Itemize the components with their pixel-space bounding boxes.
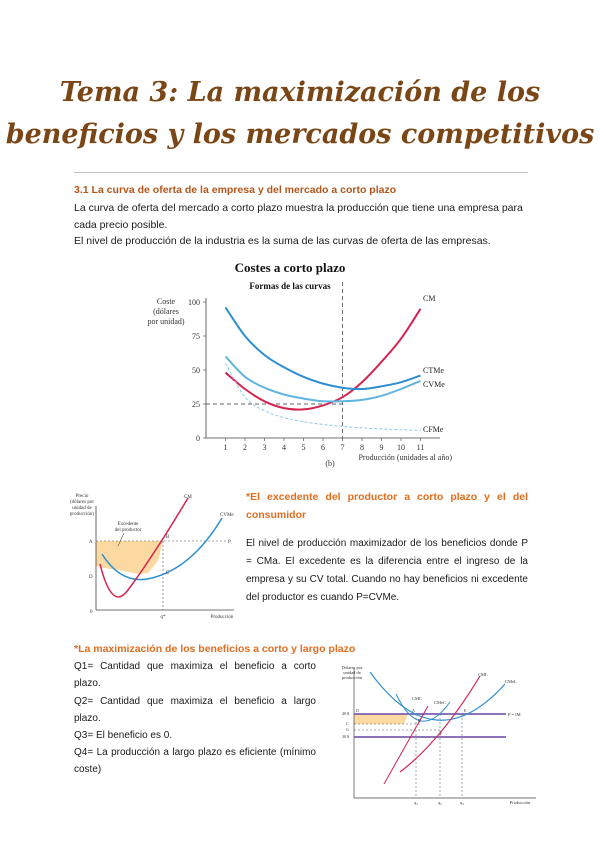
chart2-xlabel: Producción — [210, 615, 234, 620]
chart2-ylabel-line: (dólares por — [69, 500, 95, 505]
chart3-ylabel-line: producción — [341, 675, 363, 680]
label-zero: 0 — [90, 610, 93, 615]
surplus-body: El nivel de producción maximizador de los beneficios donde P = CMa. El excedente es la diferencia entre el ingreso de la empresa y su CV total. Cuando no hay beneficios ni excedente del productor es cuando P=CVMe. — [246, 538, 528, 603]
chart1-ytick-label: 100 — [188, 298, 200, 307]
title-line-2: beneficios y los mercados competitivos — [5, 119, 595, 150]
chart1-series — [226, 307, 421, 430]
tick-q1: q₁ — [414, 800, 418, 805]
pim-label: P = IM — [508, 712, 521, 717]
chart1-xtick-label: 1 — [223, 443, 228, 452]
title-divider — [74, 172, 528, 173]
chart2-ylabel-line: unidad de — [72, 506, 92, 511]
section-paragraph-2: El nivel de producción de la industria es la suma de las curvas de oferta de las empresas. — [74, 235, 491, 247]
q1-text: Q1= Cantidad que maximiza el beneficio a corto plazo. — [74, 661, 316, 689]
cmel-curve — [370, 672, 505, 720]
chart1-xtick-label: 5 — [301, 443, 306, 452]
chart1-xtick-label: 10 — [397, 443, 405, 452]
chart1-guides — [206, 282, 343, 438]
chart3-xlabel: Producción — [509, 800, 531, 805]
chart1-xtick-label: 6 — [321, 443, 325, 452]
point-D: D — [356, 708, 359, 713]
chart1-ylabel — [147, 297, 184, 326]
series-cm — [226, 309, 421, 410]
tick-q3: q₃ — [460, 800, 464, 805]
chart1-xtick-label: 3 — [262, 443, 267, 452]
chart1-ytick-label: 75 — [192, 332, 200, 341]
excedente-label-1: Excedente — [117, 522, 139, 527]
tick-30: 30 $ — [342, 734, 349, 739]
point-E: E — [464, 708, 467, 713]
chart1-ytick-label: 50 — [192, 366, 200, 375]
label-P: P — [228, 540, 231, 545]
profit-max-heading: *La maximización de los beneficios a corto y largo plazo — [74, 643, 356, 655]
chart3-ylabel-line: unidad de — [343, 670, 361, 675]
chart1-title: Costes a corto plazo — [234, 260, 346, 275]
cmec-label: CMeC — [434, 700, 447, 705]
section-heading: 3.1 La curva de oferta de la empresa y del mercado a corto plazo — [74, 184, 397, 196]
cfme-label: CFMe — [423, 425, 444, 434]
point-B: B — [418, 718, 421, 723]
q4-text: Q4= La producción a largo plazo es eficiente (mínimo coste) — [74, 747, 316, 775]
chart3-ylabel-line: Dólares por — [341, 665, 363, 670]
chart1-xtick-label: 2 — [243, 443, 247, 452]
short-run-cost-chart — [140, 256, 480, 470]
chart1-xtick-label: 9 — [379, 443, 384, 452]
chart1-xtick-label: 4 — [282, 443, 286, 452]
label-q: q* — [160, 615, 166, 620]
chart2-ylabel-line: Precio — [75, 494, 89, 499]
short-long-run-chart — [340, 662, 540, 812]
chart3-surplus-area — [354, 714, 408, 724]
label-D: D — [89, 575, 93, 580]
series-ctme — [226, 307, 421, 389]
chart1-ytick-label: 25 — [192, 400, 200, 409]
point-F: F — [440, 731, 443, 736]
chart1-ticks — [188, 298, 424, 452]
chart1-xlabel: Producción (unidades al año) — [358, 453, 452, 462]
chart1-ytick-label: 0 — [196, 434, 200, 443]
chart1-ylabel-line: Coste — [156, 297, 176, 306]
tick-q2: q₂ — [438, 800, 442, 805]
excedente-label-2: del productor — [114, 528, 142, 533]
chart1-axes — [206, 298, 440, 438]
cmel-label: CMeL — [505, 679, 517, 684]
producer-surplus-chart — [62, 488, 242, 628]
section-paragraph-1: La curva de oferta del mercado a corto plazo muestra la producción que tiene una empresa para cada precio posible. — [74, 202, 523, 231]
chart1-xtick-label: 8 — [360, 443, 364, 452]
cml-label: CML — [478, 672, 488, 677]
page-title — [0, 72, 600, 156]
chart3-ylabel — [341, 665, 363, 680]
chart1-panel: (b) — [325, 459, 335, 468]
cmc-label: CMC — [412, 696, 423, 701]
tick-C: C — [346, 721, 349, 726]
cm-label: CM — [423, 294, 436, 303]
chart2-ylabel — [70, 494, 94, 517]
chart1-ylabel-line: (dólares — [153, 307, 179, 316]
q3-text: Q3= El beneficio es 0. — [74, 730, 173, 741]
q2-text: Q2= Cantidad que maximiza el beneficio a largo plazo. — [74, 696, 316, 724]
ctme-label: CTMe — [423, 366, 444, 375]
chart1-xtick-label: 11 — [416, 443, 425, 452]
label-C: C — [166, 571, 170, 576]
point-A: A — [412, 708, 415, 713]
surplus-heading: *El excedente del productor a corto plazo y el del consumidor — [246, 491, 528, 521]
chart1-subtitle: Formas de las curvas — [249, 281, 331, 291]
tick-40: 40 $ — [342, 711, 349, 716]
cvme-label: CVMe — [423, 380, 445, 389]
chart2-cvme-label: CVMe — [220, 513, 234, 518]
chart1-xtick-label: 7 — [340, 443, 345, 452]
chart2-ylabel-line: producción) — [69, 512, 95, 517]
chart2-cm-label: CM — [184, 495, 192, 500]
title-line-1: Tema 3: La maximización de los — [59, 77, 541, 108]
surplus-area — [96, 541, 163, 574]
chart1-ylabel-line: por unidad) — [147, 317, 185, 326]
tick-G: G — [346, 727, 349, 732]
label-B: B — [166, 535, 170, 540]
label-A: A — [89, 540, 93, 545]
